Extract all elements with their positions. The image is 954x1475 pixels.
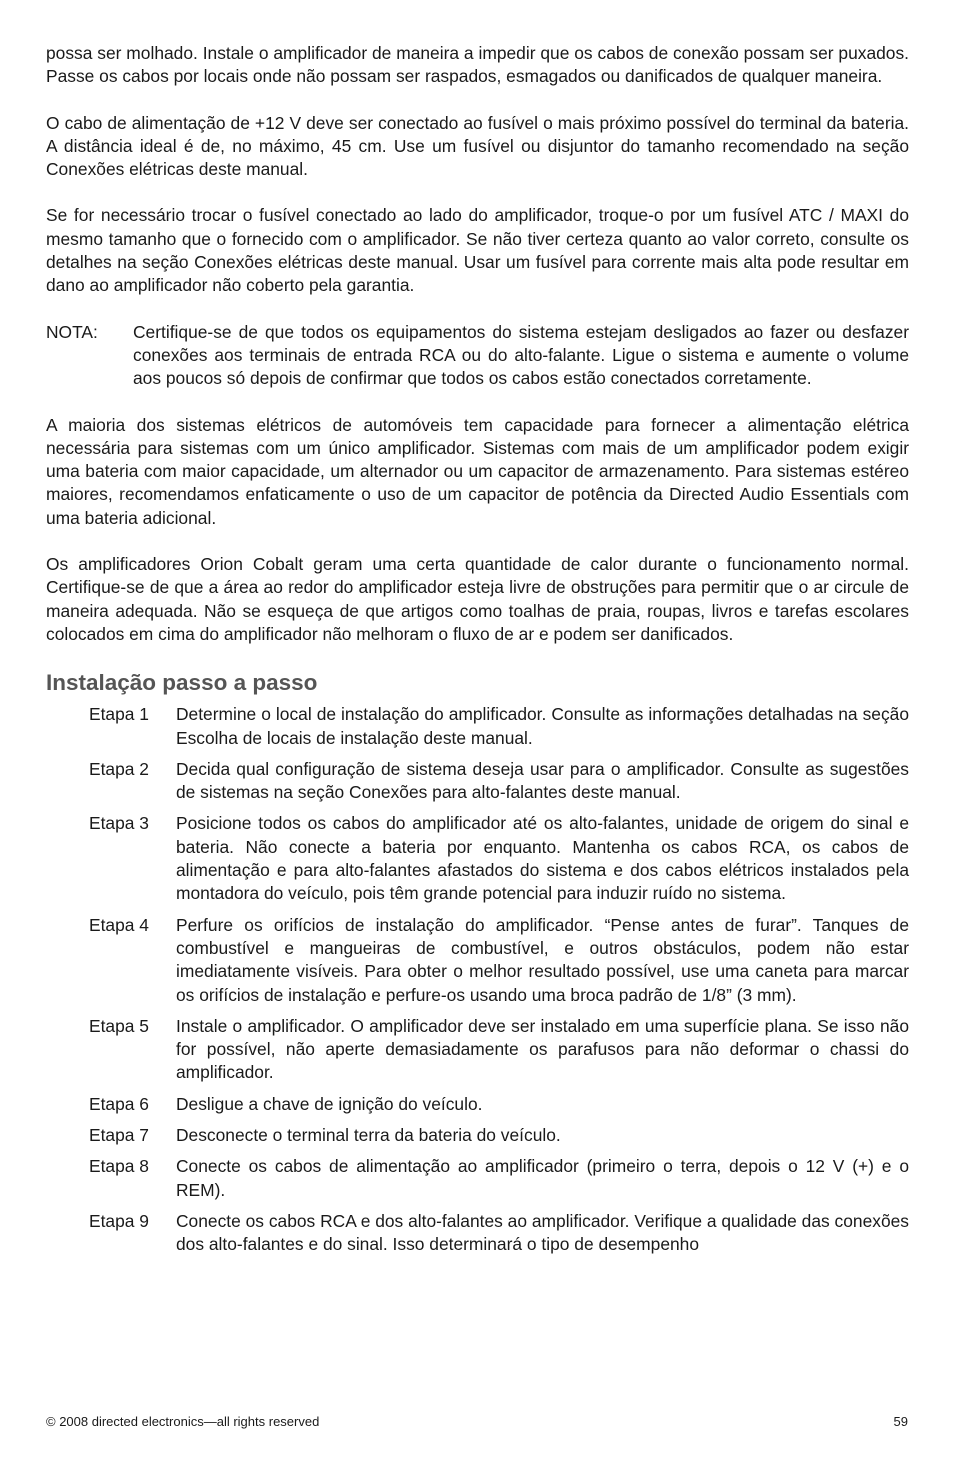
paragraph: Os amplificadores Orion Cobalt geram uma certa quantidade de calor durante o funcionamento normal. Certifique-se de que a área ao redor do amplificador esteja livre de obstruções para permitir que o ar circule de maneira adequada. Não se esqueça de que artigos como toalhas de praia, roupas, livros e tarefas escolares colocados em cima do amplificador não melhoram o fluxo de ar e podem ser danificados. [46, 554, 909, 644]
step-label: Etapa 8 [89, 1156, 149, 1177]
step-label: Etapa 9 [89, 1210, 149, 1231]
step-item [46, 914, 909, 1007]
step-item [46, 1093, 909, 1116]
step-text: Conecte os cabos RCA e dos alto-falantes ao amplificador. Verifique a qualidade das conexões dos alto-falantes e do sinal. Isso determinará o tipo de desempenho [176, 1210, 909, 1255]
step-label: Etapa 7 [89, 1124, 149, 1145]
step-item [46, 812, 909, 905]
step-text: Decida qual configuração de sistema deseja usar para o amplificador. Consulte as sugestões de sistemas na seção Conexões para alto-falantes deste manual. [176, 758, 909, 803]
copyright-text: © 2008 directed electronics—all rights reserved [46, 1414, 320, 1429]
paragraph: O cabo de alimentação de +12 V deve ser conectado ao fusível o mais próximo possível do terminal da bateria. A distância ideal é de, no máximo, 45 cm. Use um fusível ou disjuntor do tamanho recomendado na seção Conexões elétricas deste manual. [46, 112, 909, 180]
steps-list [46, 703, 909, 1256]
paragraph: possa ser molhado. Instale o amplificador de maneira a impedir que os cabos de conexão possam ser puxados. Passe os cabos por locais onde não possam ser raspados, esmagados ou danificados de qualquer maneira. [46, 43, 909, 87]
paragraph: Se for necessário trocar o fusível conectado ao lado do amplificador, troque-o por um fusível ATC / MAXI do mesmo tamanho que o fornecido com o amplificador. Se não tiver certeza quanto ao valor correto, consulte os detalhes na seção Conexões elétricas deste manual. Usar um fusível para corrente mais alta pode resultar em dano ao amplificador não coberto pela garantia. [46, 205, 909, 296]
paragraph: A maioria dos sistemas elétricos de automóveis tem capacidade para fornecer a alimentação elétrica necessária para sistemas com um único amplificador. Sistemas com mais de um amplificador podem exigir uma bateria com maior capacidade, um alternador ou um capacitor de armazenamento. Para sistemas estéreo maiores, recomendamos enfaticamente o uso de um capacitor de potência da Directed Audio Essentials com uma bateria adicional. [46, 414, 909, 528]
step-label: Etapa 4 [89, 914, 149, 935]
page-footer [46, 1414, 908, 1430]
step-label: Etapa 5 [89, 1015, 149, 1036]
note-text: Certifique-se de que todos os equipamentos do sistema estejam desligados ao fazer ou desfazer conexões aos terminais de entrada RCA ou do alto-falante. Ligue o sistema e aumente o volume aos poucos só depois de confirmar que todos os cabos estão conectados corretamente. [133, 321, 909, 389]
step-label: Etapa 2 [89, 758, 149, 779]
note-block [46, 321, 909, 391]
step-text: Desligue a chave de ignição do veículo. [176, 1093, 483, 1114]
section-title: Instalação passo a passo [46, 670, 318, 696]
step-text: Posicione todos os cabos do amplificador até os alto-falantes, unidade de origem do sinal e bateria. Não conecte a bateria por enquanto. Mantenha os cabos RCA, os cabos de alimentação e para alto-falantes afastados do sistema e dos cabos elétricos instalados pela montadora do veículo, pois têm grande potencial para induzir ruído no sistema. [176, 813, 909, 904]
step-item [46, 1124, 909, 1147]
document-page [46, 42, 909, 1264]
step-item [46, 703, 909, 750]
step-text: Determine o local de instalação do amplificador. Consulte as informações detalhadas na seção Escolha de locais de instalação deste manual. [176, 704, 909, 748]
step-label: Etapa 1 [89, 704, 149, 725]
step-label: Etapa 3 [89, 813, 149, 834]
step-item [46, 1210, 909, 1257]
step-text: Desconecte o terminal terra da bateria do veículo. [176, 1124, 561, 1145]
step-item [46, 1155, 909, 1202]
step-item [46, 1015, 909, 1085]
step-item [46, 758, 909, 805]
note-label: NOTA: [46, 321, 98, 342]
step-text: Conecte os cabos de alimentação ao amplificador (primeiro o terra, depois o 12 V (+) e o REM). [176, 1156, 909, 1200]
step-label: Etapa 6 [89, 1093, 149, 1114]
step-text: Perfure os orifícios de instalação do amplificador. “Pense antes de furar”. Tanques de combustível e mangueiras de combustível, e outros obstáculos, podem não estar imediatamente visíveis. Para obter o melhor resultado possível, use uma caneta para marcar os orifícios de instalação e perfure-os usando uma broca padrão de 1/8” (3 mm). [176, 914, 909, 1005]
step-text: Instale o amplificador. O amplificador deve ser instalado em uma superfície plana. Se isso não for possível, não aperte demasiadamente os parafusos para não deformar o chassi do amplificador. [176, 1015, 909, 1083]
page-number: 59 [893, 1414, 908, 1429]
